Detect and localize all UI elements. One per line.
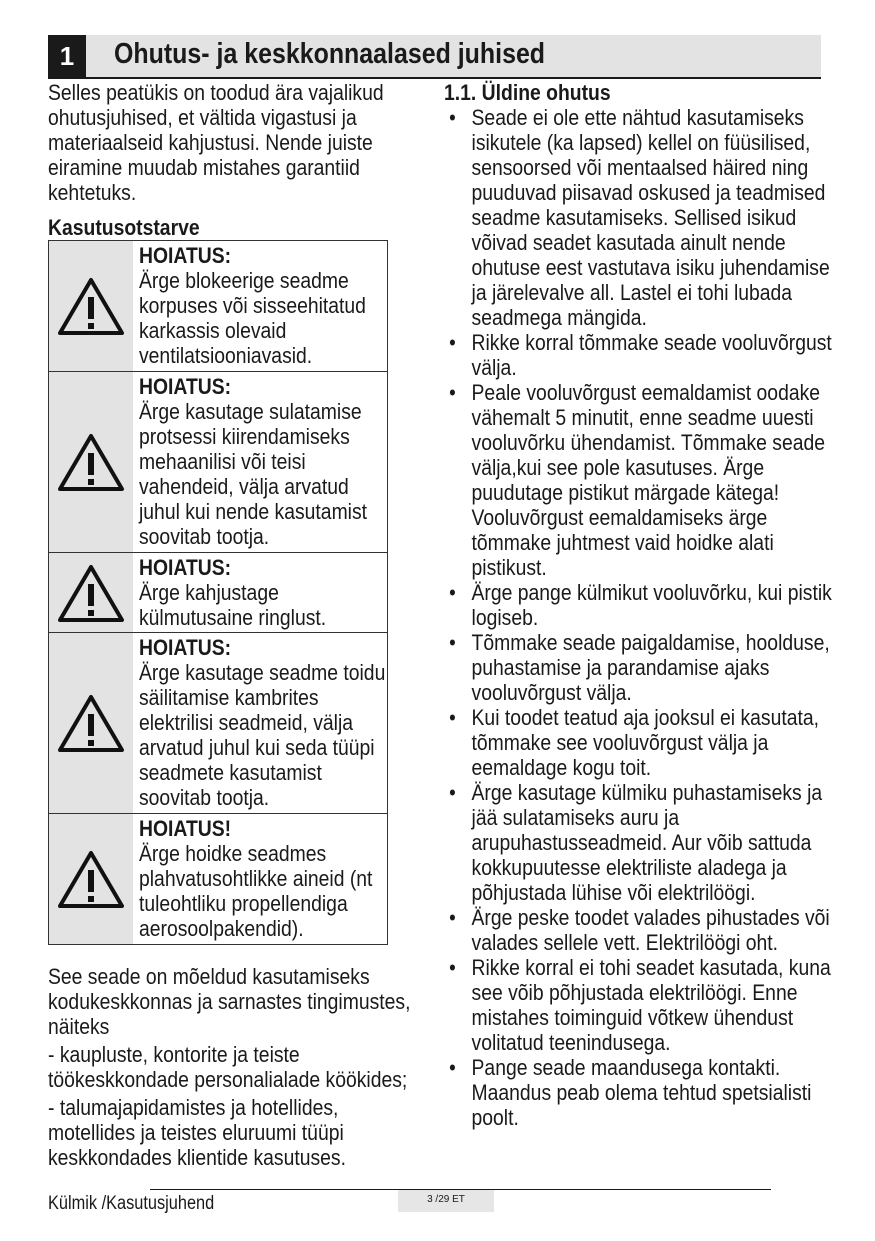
warning-row — [49, 632, 387, 813]
chapter-header — [48, 35, 821, 79]
intended-use-text — [48, 964, 428, 1170]
warning-text: Ärge kasutage seadme toidu säilitamise kambrites elektrilisi seadmeid, välja arvatud juhul kui seda tüüpi seadmete kasutamist soovitab tootja. — [139, 660, 386, 810]
warning-text: Ärge blokeerige seadme korpuses või sisseehitatud karkassis olevaid ventilatsiooniavasid. — [139, 268, 366, 368]
list-item: • Rikke korral ei tohi seadet kasutada, kuna see võib põhjustada elektrilöögi. Enne mistahes toiminguid võtkew ühendust volitatud teenindusega. — [449, 955, 831, 1055]
use-paragraph: See seade on mõeldud kasutamiseks kodukeskkonnas ja sarnastes tingimustes, näiteks — [48, 964, 411, 1039]
chapter-number: 1 — [48, 35, 86, 77]
warning-row — [49, 371, 387, 552]
warning-triangle-icon — [49, 553, 133, 632]
use-paragraph: - kaupluste, kontorite ja teiste töökeskkondade personalialade köökides; — [48, 1042, 408, 1092]
list-item: • Pange seade maandusega kontakti. Maandus peab olema tehtud spetsialisti poolt. — [449, 1055, 812, 1130]
list-item: • Ärge kasutage külmiku puhastamiseks ja jää sulatamiseks auru ja arupuhastusseadmeid. Aur võib sattuda kokkupuutesse elektriliste aladega ja põhjustada lühise või elektrilöögi. — [449, 780, 823, 905]
left-column — [48, 80, 428, 240]
warning-title: HOIATUS: — [139, 635, 232, 660]
list-item: • Ärge pange külmikut vooluvõrku, kui pistik logiseb. — [449, 580, 832, 630]
footer-document-title: Külmik /Kasutusjuhend — [48, 1193, 215, 1214]
warning-triangle-icon — [49, 372, 133, 552]
footer-page-number: 3 /29 ET — [398, 1190, 494, 1212]
warning-text: Ärge hoidke seadmes plahvatusohtlikke aineid (nt tuleohtliku propellendiga aerosoolpakendid). — [139, 841, 373, 941]
list-item: • Tõmmake seade paigaldamise, hoolduse, puhastamise ja parandamise ajaks vooluvõrgust välja. — [449, 630, 830, 705]
warning-title: HOIATUS: — [139, 243, 232, 268]
warning-row — [49, 552, 387, 632]
list-item: • Kui toodet teatud aja jooksul ei kasutata, tõmmake see vooluvõrgust välja ja eemaldage kogu toit. — [449, 705, 819, 780]
warning-text: Ärge kasutage sulatamise protsessi kiirendamiseks mehaanilisi või teisi vahendeid, välja arvatud juhul kui nende kasutamist soovitab tootja. — [139, 399, 368, 549]
warning-text: Ärge kahjustage külmutusaine ringlust. — [139, 580, 327, 630]
warning-triangle-icon — [49, 633, 133, 813]
general-safety-heading: 1.1. Üldine ohutus — [444, 80, 611, 105]
safety-bullet-list — [444, 105, 836, 1130]
warning-row — [49, 813, 387, 944]
intro-paragraph: Selles peatükis on toodud ära vajalikud ohutusjuhised, et vältida vigastusi ja materiaalseid kahjustusi. Nende juiste eiramine muudab mistahes garantiid kehtetuks. — [48, 80, 384, 205]
list-item: • Ärge peske toodet valades pihustades või valades sellele vett. Elektrilöögi oht. — [449, 905, 830, 955]
warning-title: HOIATUS: — [139, 555, 232, 580]
list-item: • Seade ei ole ette nähtud kasutamiseks isikutele (ka lapsed) kellel on füüsilised, sensoorsed või mentaalsed häired ning puuduvad piisavad oskused ja teadmised seadme kasutamiseks. Sellised isikud võivad seadet kasutada ainult nende ohutuse eest vastutava isiku juhendamise ja järelevalve all. Lastel ei tohi lubada seadmega mängida. — [449, 105, 830, 330]
warning-triangle-icon — [49, 241, 133, 371]
intended-use-heading: Kasutusotstarve — [48, 215, 200, 240]
warning-title: HOIATUS! — [139, 816, 232, 841]
use-paragraph: - talumajapidamistes ja hotellides, motellides ja teistes eluruumi tüüpi keskkondades klientide kasutuses. — [48, 1095, 346, 1170]
warning-triangle-icon — [49, 814, 133, 944]
warning-row — [49, 241, 387, 371]
warning-title: HOIATUS: — [139, 374, 232, 399]
list-item: • Rikke korral tõmmake seade vooluvõrgust välja. — [449, 330, 832, 380]
warning-table — [48, 240, 388, 945]
list-item: • Peale vooluvõrgust eemaldamist oodake vähemalt 5 minutit, enne seadme uuesti vooluvõrku ühendamist. Tõmmake seade välja,kui see pole kasutuses. Ärge puudutage pistikut märgade kätega! Vooluvõrgust eemaldamiseks ärge tõmmake juhtmest vaid hoidke alati pistikust. — [449, 380, 826, 580]
right-column — [444, 80, 836, 1130]
chapter-title: Ohutus- ja keskkonnaalased juhised — [114, 38, 546, 70]
